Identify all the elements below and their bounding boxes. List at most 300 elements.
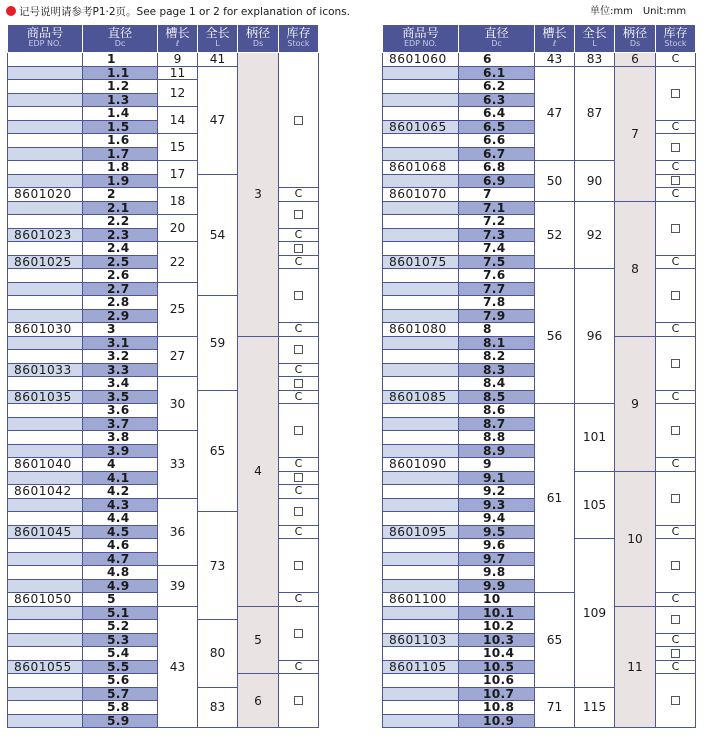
edp-number-cell [383, 80, 459, 94]
stock-cell [656, 539, 696, 593]
flute-length-cell: 61 [535, 404, 575, 593]
edp-number-cell [8, 566, 83, 580]
flute-length-cell: 27 [158, 336, 198, 377]
edp-number-cell: 8601025 [8, 255, 83, 269]
edp-number-cell: 8601068 [383, 161, 459, 175]
edp-number-cell: 8601070 [383, 188, 459, 202]
edp-number-cell [383, 242, 459, 256]
stock-order-icon [294, 426, 303, 435]
stock-cell [656, 336, 696, 390]
edp-number-cell [8, 242, 83, 256]
header-edp-sub: EDP NO. [28, 39, 62, 48]
stock-cell [279, 336, 319, 363]
stock-order-icon [294, 507, 303, 516]
diameter-cell: 2.8 [83, 296, 158, 310]
diameter-cell: 5.1 [83, 606, 158, 620]
icon-note [6, 5, 350, 19]
diameter-cell: 7.1 [459, 201, 535, 215]
diameter-cell: 5 [83, 593, 158, 607]
stock-order-icon [671, 426, 680, 435]
diameter-cell: 4.2 [83, 485, 158, 499]
edp-number-cell: 8601060 [383, 53, 459, 67]
stock-cell [279, 606, 319, 660]
diameter-cell: 1.9 [83, 174, 158, 188]
diameter-cell: 6.1 [459, 66, 535, 80]
shank-diameter-cell: 6 [615, 53, 656, 67]
diameter-cell: 4.7 [83, 552, 158, 566]
diameter-cell: 10.3 [459, 633, 535, 647]
edp-number-cell [383, 93, 459, 107]
diameter-cell: 5.5 [83, 660, 158, 674]
edp-number-cell [383, 228, 459, 242]
header-edp [383, 25, 459, 53]
diameter-cell: 6.3 [459, 93, 535, 107]
diameter-cell: 9.9 [459, 579, 535, 593]
diameter-cell: 7.2 [459, 215, 535, 229]
overall-length-cell: 87 [575, 66, 615, 161]
diameter-cell: 9.3 [459, 498, 535, 512]
stock-cell: C [656, 120, 696, 134]
overall-length-cell: 47 [198, 66, 238, 174]
diameter-cell: 9.6 [459, 539, 535, 553]
stock-order-icon [294, 291, 303, 300]
diameter-cell: 3.7 [83, 417, 158, 431]
header-edp-label: 商品号 [402, 26, 439, 40]
header-flute-label: 槽长 [165, 26, 190, 40]
header-dc-sub: Dc [114, 39, 126, 48]
edp-number-cell [8, 498, 83, 512]
edp-number-cell [383, 134, 459, 148]
header-ds-label: 柄径 [622, 26, 648, 40]
stock-cell [279, 53, 319, 188]
diameter-cell: 1.6 [83, 134, 158, 148]
diameter-cell: 3.9 [83, 444, 158, 458]
edp-number-cell [8, 296, 83, 310]
header-flute-sub: ℓ [552, 39, 557, 48]
header-dc [83, 25, 158, 53]
edp-number-cell: 8601103 [383, 633, 459, 647]
diameter-cell: 8.6 [459, 404, 535, 418]
stock-cell [279, 201, 319, 228]
header-dc-label: 直径 [107, 26, 133, 40]
stock-order-icon [294, 210, 303, 219]
diameter-cell: 10.9 [459, 714, 535, 728]
flute-length-cell: 18 [158, 188, 198, 215]
stock-order-icon [294, 345, 303, 354]
edp-number-cell [383, 147, 459, 161]
diameter-cell: 7.9 [459, 309, 535, 323]
shank-diameter-cell: 3 [238, 53, 279, 337]
stock-cell [656, 66, 696, 120]
diameter-cell: 8.3 [459, 363, 535, 377]
header-stock [656, 25, 696, 53]
edp-number-cell [8, 336, 83, 350]
diameter-cell: 1.2 [83, 80, 158, 94]
overall-length-cell: 80 [198, 620, 238, 688]
flute-length-cell: 56 [535, 269, 575, 404]
overall-length-cell: 92 [575, 201, 615, 269]
diameter-cell: 2.6 [83, 269, 158, 283]
stock-order-icon [671, 696, 680, 705]
diameter-cell: 10.1 [459, 606, 535, 620]
edp-number-cell [8, 579, 83, 593]
diameter-cell: 7.6 [459, 269, 535, 283]
flute-length-cell: 11 [158, 66, 198, 80]
diameter-cell: 2.3 [83, 228, 158, 242]
diameter-cell: 9.2 [459, 485, 535, 499]
diameter-cell: 2.9 [83, 309, 158, 323]
flute-length-cell: 33 [158, 431, 198, 499]
stock-cell: C [279, 255, 319, 269]
edp-number-cell [383, 714, 459, 728]
stock-cell [279, 539, 319, 593]
stock-order-icon [294, 379, 303, 388]
edp-number-cell [383, 498, 459, 512]
header-row [383, 25, 696, 53]
header-ds [238, 25, 279, 53]
diameter-cell: 9.5 [459, 525, 535, 539]
stock-cell [656, 674, 696, 728]
diameter-cell: 10.6 [459, 674, 535, 688]
diameter-cell: 7 [459, 188, 535, 202]
diameter-cell: 4.1 [83, 471, 158, 485]
diameter-cell: 5.3 [83, 633, 158, 647]
edp-number-cell: 8601023 [8, 228, 83, 242]
flute-length-cell: 15 [158, 134, 198, 161]
edp-number-cell [8, 282, 83, 296]
flute-length-cell: 22 [158, 242, 198, 283]
edp-number-cell: 8601105 [383, 660, 459, 674]
header-flute [158, 25, 198, 53]
diameter-cell: 4.6 [83, 539, 158, 553]
edp-number-cell: 8601080 [383, 323, 459, 337]
table-row [383, 201, 696, 215]
diameter-cell: 9.8 [459, 566, 535, 580]
edp-number-cell [383, 471, 459, 485]
header-row [8, 25, 319, 53]
stock-cell [279, 674, 319, 728]
diameter-cell: 5.6 [83, 674, 158, 688]
edp-number-cell [8, 647, 83, 661]
red-dot-icon [6, 6, 16, 16]
diameter-cell: 3.8 [83, 431, 158, 445]
edp-number-cell [8, 620, 83, 634]
header-stock-label: 库存 [663, 26, 688, 40]
stock-cell: C [279, 363, 319, 377]
edp-number-cell [8, 674, 83, 688]
stock-order-icon [671, 291, 680, 300]
stock-order-icon [294, 629, 303, 638]
diameter-cell: 3.2 [83, 350, 158, 364]
diameter-cell: 6.9 [459, 174, 535, 188]
edp-number-cell [383, 336, 459, 350]
shank-diameter-cell: 9 [615, 336, 656, 471]
overall-length-cell: 115 [575, 687, 615, 728]
shank-diameter-cell: 10 [615, 471, 656, 606]
stock-order-icon [671, 89, 680, 98]
edp-number-cell: 8601040 [8, 458, 83, 472]
edp-number-cell: 8601033 [8, 363, 83, 377]
flute-length-cell: 65 [535, 593, 575, 688]
diameter-cell: 5.8 [83, 701, 158, 715]
flute-length-cell: 20 [158, 215, 198, 242]
diameter-cell: 4.9 [83, 579, 158, 593]
edp-number-cell [8, 93, 83, 107]
edp-number-cell [8, 471, 83, 485]
stock-order-icon [671, 494, 680, 503]
edp-number-cell: 8601042 [8, 485, 83, 499]
diameter-cell: 9.4 [459, 512, 535, 526]
edp-number-cell [383, 296, 459, 310]
stock-cell [279, 498, 319, 525]
diameter-cell: 4 [83, 458, 158, 472]
diameter-cell: 1.1 [83, 66, 158, 80]
header-stock-sub: Stock [287, 39, 310, 48]
flute-length-cell: 47 [535, 66, 575, 161]
stock-cell [656, 471, 696, 525]
diameter-cell: 8.8 [459, 431, 535, 445]
table-body [8, 53, 319, 728]
diameter-cell: 8.5 [459, 390, 535, 404]
diameter-cell: 10.8 [459, 701, 535, 715]
overall-length-cell: 59 [198, 296, 238, 391]
edp-number-cell [383, 566, 459, 580]
stock-cell: C [656, 323, 696, 337]
header-ds-sub: Ds [252, 39, 264, 48]
edp-number-cell: 8601065 [383, 120, 459, 134]
edp-number-cell: 8601095 [383, 525, 459, 539]
stock-cell: C [656, 255, 696, 269]
overall-length-cell: 83 [198, 687, 238, 728]
edp-number-cell [8, 606, 83, 620]
edp-number-cell [8, 53, 83, 67]
edp-number-cell [383, 377, 459, 391]
header-ds-label: 柄径 [245, 26, 271, 40]
diameter-cell: 1.4 [83, 107, 158, 121]
diameter-cell: 6.5 [459, 120, 535, 134]
edp-number-cell [8, 417, 83, 431]
icon-note-text: 记号说明请参考P1·2页。See page 1 or 2 for explanation of icons. [19, 6, 350, 18]
table-body [383, 53, 696, 728]
edp-number-cell [383, 444, 459, 458]
edp-number-cell [383, 107, 459, 121]
header-ds [615, 25, 656, 53]
edp-number-cell: 8601045 [8, 525, 83, 539]
header-flute [535, 25, 575, 53]
stock-cell: C [656, 161, 696, 175]
overall-length-cell: 83 [575, 53, 615, 67]
stock-order-icon [671, 176, 680, 185]
diameter-cell: 8.9 [459, 444, 535, 458]
edp-number-cell [8, 134, 83, 148]
diameter-cell: 8 [459, 323, 535, 337]
edp-number-cell [383, 512, 459, 526]
diameter-cell: 8.1 [459, 336, 535, 350]
header-length [198, 25, 238, 53]
stock-order-icon [671, 359, 680, 368]
diameter-cell: 5.7 [83, 687, 158, 701]
diameter-cell: 2.5 [83, 255, 158, 269]
diameter-cell: 9 [459, 458, 535, 472]
diameter-cell: 3.4 [83, 377, 158, 391]
stock-order-icon [671, 561, 680, 570]
stock-cell: C [279, 485, 319, 499]
edp-number-cell [383, 647, 459, 661]
stock-order-icon [294, 561, 303, 570]
edp-number-cell [383, 687, 459, 701]
diameter-cell: 2.4 [83, 242, 158, 256]
header-edp-sub: EDP NO. [403, 39, 438, 48]
flute-length-cell: 14 [158, 107, 198, 134]
diameter-cell: 10.4 [459, 647, 535, 661]
stock-cell: C [279, 525, 319, 539]
header-stock-label: 库存 [286, 26, 311, 40]
edp-number-cell [383, 215, 459, 229]
flute-length-cell: 25 [158, 282, 198, 336]
diameter-cell: 2 [83, 188, 158, 202]
stock-cell: C [279, 593, 319, 607]
stock-cell: C [656, 458, 696, 472]
header-length-sub: L [592, 39, 597, 48]
flute-length-cell: 17 [158, 161, 198, 188]
edp-number-cell: 8601075 [383, 255, 459, 269]
stock-cell: C [279, 390, 319, 404]
diameter-cell: 4.4 [83, 512, 158, 526]
edp-number-cell [8, 269, 83, 283]
shank-diameter-cell: 5 [238, 606, 279, 674]
diameter-cell: 3.6 [83, 404, 158, 418]
diameter-cell: 9.1 [459, 471, 535, 485]
table-row [8, 336, 319, 350]
diameter-cell: 1.5 [83, 120, 158, 134]
overall-length-cell: 105 [575, 471, 615, 539]
diameter-cell: 1.3 [83, 93, 158, 107]
stock-cell [656, 404, 696, 458]
header-length-label: 全长 [205, 26, 230, 40]
flute-length-cell: 12 [158, 80, 198, 107]
shank-diameter-cell: 11 [615, 606, 656, 728]
edp-number-cell [383, 606, 459, 620]
overall-length-cell: 109 [575, 539, 615, 688]
diameter-cell: 6.2 [459, 80, 535, 94]
edp-number-cell [8, 404, 83, 418]
edp-number-cell [383, 674, 459, 688]
table-row [8, 53, 319, 67]
flute-length-cell: 43 [535, 53, 575, 67]
diameter-cell: 10.2 [459, 620, 535, 634]
shank-diameter-cell: 4 [238, 336, 279, 606]
edp-number-cell [8, 174, 83, 188]
flute-length-cell: 52 [535, 201, 575, 269]
overall-length-cell: 65 [198, 390, 238, 512]
diameter-cell: 7.3 [459, 228, 535, 242]
stock-order-icon [671, 615, 680, 624]
stock-order-icon [294, 116, 303, 125]
table-row [383, 53, 696, 67]
unit-label: 单位:mm Unit:mm [590, 6, 687, 17]
stock-cell: C [279, 188, 319, 202]
spec-table-left [7, 24, 319, 728]
edp-number-cell [8, 215, 83, 229]
diameter-cell: 10.5 [459, 660, 535, 674]
stock-order-icon [671, 649, 680, 658]
stock-cell: C [279, 323, 319, 337]
diameter-cell: 8.4 [459, 377, 535, 391]
header-dc-sub: Dc [491, 39, 502, 48]
diameter-cell: 6.6 [459, 134, 535, 148]
stock-cell [656, 269, 696, 323]
edp-number-cell [8, 444, 83, 458]
edp-number-cell [8, 539, 83, 553]
edp-number-cell [383, 363, 459, 377]
diameter-cell: 7.5 [459, 255, 535, 269]
edp-number-cell [8, 66, 83, 80]
stock-cell: C [656, 593, 696, 607]
stock-order-icon [294, 696, 303, 705]
edp-number-cell [383, 201, 459, 215]
edp-number-cell [8, 377, 83, 391]
diameter-cell: 5.9 [83, 714, 158, 728]
flute-length-cell: 30 [158, 377, 198, 431]
edp-number-cell: 8601030 [8, 323, 83, 337]
diameter-cell: 6.8 [459, 161, 535, 175]
shank-diameter-cell: 8 [615, 201, 656, 336]
header-stock [279, 25, 319, 53]
diameter-cell: 6.7 [459, 147, 535, 161]
stock-cell [656, 174, 696, 188]
stock-cell [656, 201, 696, 255]
spec-table-right [382, 24, 696, 728]
stock-cell [656, 134, 696, 161]
stock-cell: C [656, 660, 696, 674]
diameter-cell: 2.1 [83, 201, 158, 215]
stock-cell: C [656, 525, 696, 539]
edp-number-cell [8, 687, 83, 701]
stock-cell: C [656, 633, 696, 647]
edp-number-cell [383, 282, 459, 296]
flute-length-cell: 50 [535, 161, 575, 202]
edp-number-cell: 8601050 [8, 593, 83, 607]
edp-number-cell: 8601035 [8, 390, 83, 404]
flute-length-cell: 39 [158, 566, 198, 607]
flute-length-cell: 71 [535, 687, 575, 728]
diameter-cell: 4.5 [83, 525, 158, 539]
edp-number-cell [383, 174, 459, 188]
diameter-cell: 3.5 [83, 390, 158, 404]
edp-number-cell [383, 552, 459, 566]
table-row [8, 606, 319, 620]
header-ds-sub: Ds [629, 39, 641, 48]
header-length-sub: L [215, 39, 220, 48]
shank-diameter-cell: 6 [238, 674, 279, 728]
diameter-cell: 4.8 [83, 566, 158, 580]
diameter-cell: 7.8 [459, 296, 535, 310]
edp-number-cell [8, 350, 83, 364]
overall-length-cell: 96 [575, 269, 615, 404]
diameter-cell: 10 [459, 593, 535, 607]
header-length [575, 25, 615, 53]
diameter-cell: 7.7 [459, 282, 535, 296]
edp-number-cell [383, 431, 459, 445]
edp-number-cell: 8601085 [383, 390, 459, 404]
table-row [383, 66, 696, 80]
edp-number-cell [8, 107, 83, 121]
overall-length-cell: 73 [198, 512, 238, 620]
flute-length-cell: 43 [158, 606, 198, 728]
edp-number-cell [8, 701, 83, 715]
edp-number-cell [8, 309, 83, 323]
edp-number-cell: 8601055 [8, 660, 83, 674]
